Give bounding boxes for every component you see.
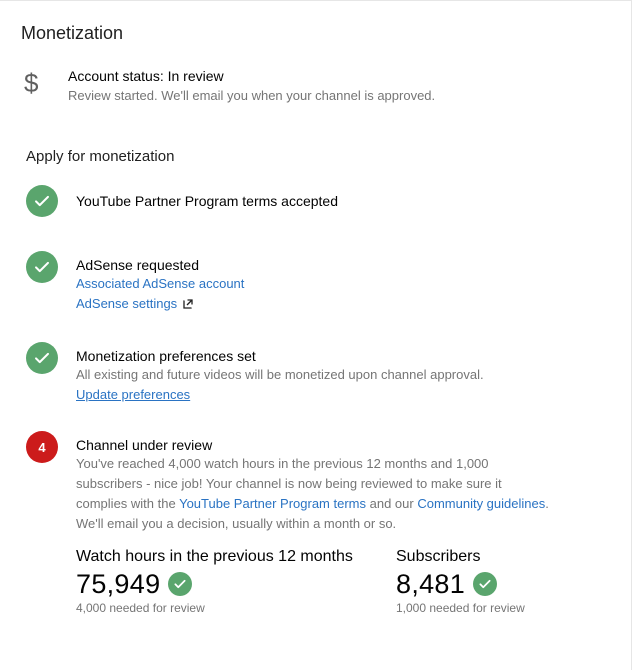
subscribers-label: Subscribers [396, 548, 481, 565]
update-preferences-link[interactable]: Update preferences [76, 387, 191, 402]
check-circle-icon [26, 185, 58, 217]
review-text-line: subscribers - nice job! Your channel is now being reviewed to make sure it [76, 476, 502, 491]
dollar-icon: $ [24, 68, 39, 98]
watch-hours-label: Watch hours in the previous 12 months [76, 548, 353, 565]
check-circle-icon [168, 572, 192, 596]
check-circle-icon [26, 342, 58, 374]
page-title: Monetization [21, 23, 124, 43]
account-status-title: Account status: In review [68, 68, 224, 84]
step-title: Monetization preferences set [76, 348, 256, 364]
review-text: . [545, 496, 549, 511]
step-title: Channel under review [76, 437, 213, 453]
review-text: complies with the [76, 496, 180, 511]
review-text-line [76, 494, 576, 514]
step-number-badge: 4 [26, 431, 58, 463]
review-text-line: We'll email you a decision, usually within a month or so. [76, 516, 397, 531]
adsense-settings-link[interactable]: AdSense settings [76, 296, 178, 311]
check-circle-icon [26, 251, 58, 283]
subscribers-metric [396, 547, 525, 615]
review-text: and our [366, 496, 418, 511]
associated-adsense-account-link[interactable]: Associated AdSense account [76, 276, 245, 291]
watch-hours-requirement: 4,000 needed for review [76, 601, 205, 615]
step-description: All existing and future videos will be monetized upon channel approval. [76, 367, 484, 382]
apply-section-title: Apply for monetization [26, 148, 175, 165]
account-status-description: Review started. We'll email you when your channel is approved. [68, 88, 436, 103]
watch-hours-metric [76, 547, 353, 615]
step-title: YouTube Partner Program terms accepted [76, 193, 338, 209]
community-guidelines-link[interactable]: Community guidelines [417, 496, 546, 511]
partner-program-terms-link[interactable]: YouTube Partner Program terms [179, 496, 366, 511]
check-circle-icon [473, 572, 497, 596]
external-link-icon[interactable] [183, 299, 193, 309]
subscribers-value: 8,481 [396, 569, 466, 599]
step-title: AdSense requested [76, 257, 199, 273]
watch-hours-value: 75,949 [76, 569, 161, 599]
subscribers-requirement: 1,000 needed for review [396, 601, 525, 615]
review-text-line: You've reached 4,000 watch hours in the previous 12 months and 1,000 [76, 456, 489, 471]
